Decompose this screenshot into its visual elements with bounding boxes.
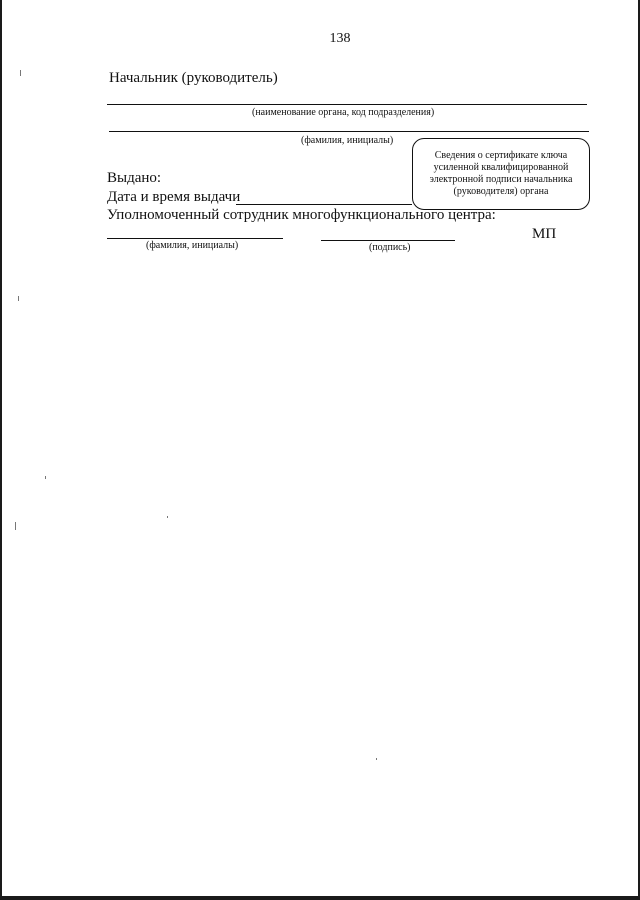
org-name-caption: (наименование органа, код подразделения): [252, 107, 435, 118]
certificate-info-text: Сведения о сертификате ключа усиленной квалифицированной электронной подписи начальника (руководителя) органа: [429, 150, 573, 197]
officer-name-line: [107, 238, 283, 239]
issue-datetime-label: Дата и время выдачи: [107, 189, 241, 205]
scan-speck: [20, 70, 21, 76]
signature-caption: (подпись): [369, 242, 411, 253]
scan-speck: [15, 522, 16, 530]
issued-label: Выдано:: [107, 170, 162, 186]
org-name-line: [107, 104, 587, 105]
certificate-info-box: [412, 138, 590, 210]
scan-speck: [18, 296, 19, 301]
scan-speck: [376, 758, 377, 760]
signature-line: [321, 240, 455, 241]
head-title: Начальник (руководитель): [109, 70, 278, 86]
officer-name-caption: (фамилия, инициалы): [146, 240, 239, 251]
mfc-officer-label: Уполномоченный сотрудник многофункционального центра:: [107, 207, 496, 223]
scan-border-left: [0, 0, 2, 900]
head-name-caption: (фамилия, инициалы): [301, 135, 394, 146]
scan-speck: [167, 516, 168, 518]
seal-place-mark: МП: [532, 226, 557, 242]
scan-speck: [45, 476, 46, 479]
issue-datetime-line: [236, 204, 412, 205]
page-number: 138: [329, 31, 351, 46]
scan-border-bottom: [0, 896, 640, 900]
head-name-line: [109, 131, 589, 132]
